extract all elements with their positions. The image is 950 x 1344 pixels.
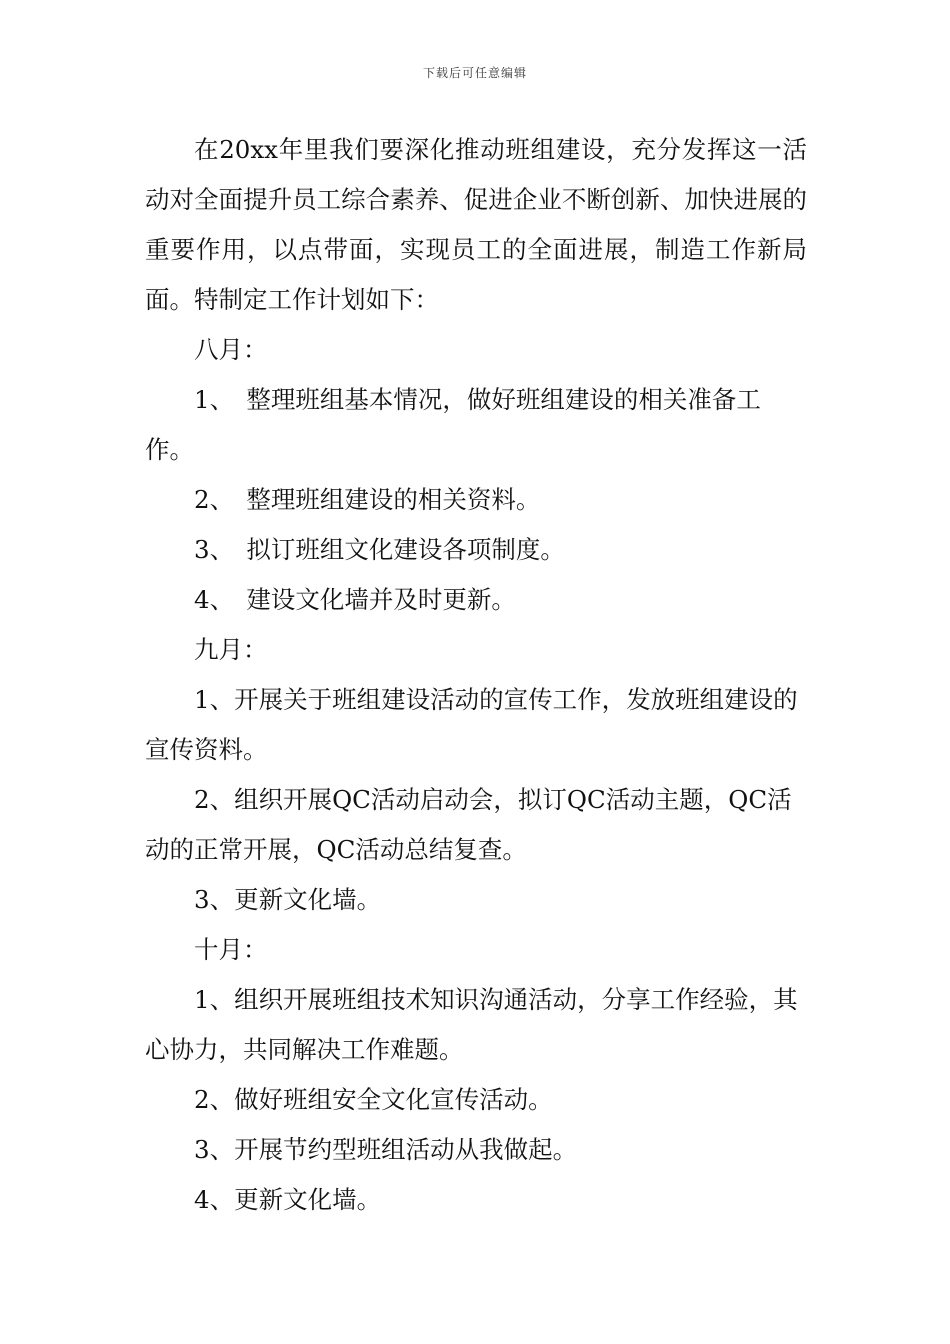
october-item-4: 4、更新文化墙。 xyxy=(194,1185,382,1214)
august-item-4: 4、 建设文化墙并及时更新。 xyxy=(194,585,516,614)
october-item-3: 3、开展节约型班组活动从我做起。 xyxy=(194,1135,578,1164)
august-item-1: 1、 整理班组基本情况，做好班组建设的相关准备工作。 xyxy=(145,385,761,464)
document-body xyxy=(145,125,807,1225)
september-item-3: 3、更新文化墙。 xyxy=(194,885,382,914)
august-item-2: 2、 整理班组建设的相关资料。 xyxy=(194,485,541,514)
month-heading-october: 十月： xyxy=(194,935,268,964)
september-item-1: 1、开展关于班组建设活动的宣传工作，发放班组建设的宣传资料。 xyxy=(145,685,798,764)
october-item-1: 1、组织开展班组技术知识沟通活动，分享工作经验，其心协力，共同解决工作难题。 xyxy=(145,985,798,1064)
month-heading-august: 八月： xyxy=(194,335,268,364)
intro-paragraph: 在20xx年里我们要深化推动班组建设，充分发挥这一活动对全面提升员工综合素养、促进企业不断创新、加快进展的重要作用，以点带面，实现员工的全面进展，制造工作新局面。特制定工作计划如下： xyxy=(145,135,807,314)
august-item-3: 3、 拟订班组文化建设各项制度。 xyxy=(194,535,565,564)
header-note: 下载后可任意编辑 xyxy=(422,66,527,80)
october-item-2: 2、做好班组安全文化宣传活动。 xyxy=(194,1085,553,1114)
month-heading-september: 九月： xyxy=(194,635,268,664)
september-item-2: 2、组织开展QC活动启动会，拟订QC活动主题，QC活动的正常开展，QC活动总结复查。 xyxy=(145,785,792,864)
